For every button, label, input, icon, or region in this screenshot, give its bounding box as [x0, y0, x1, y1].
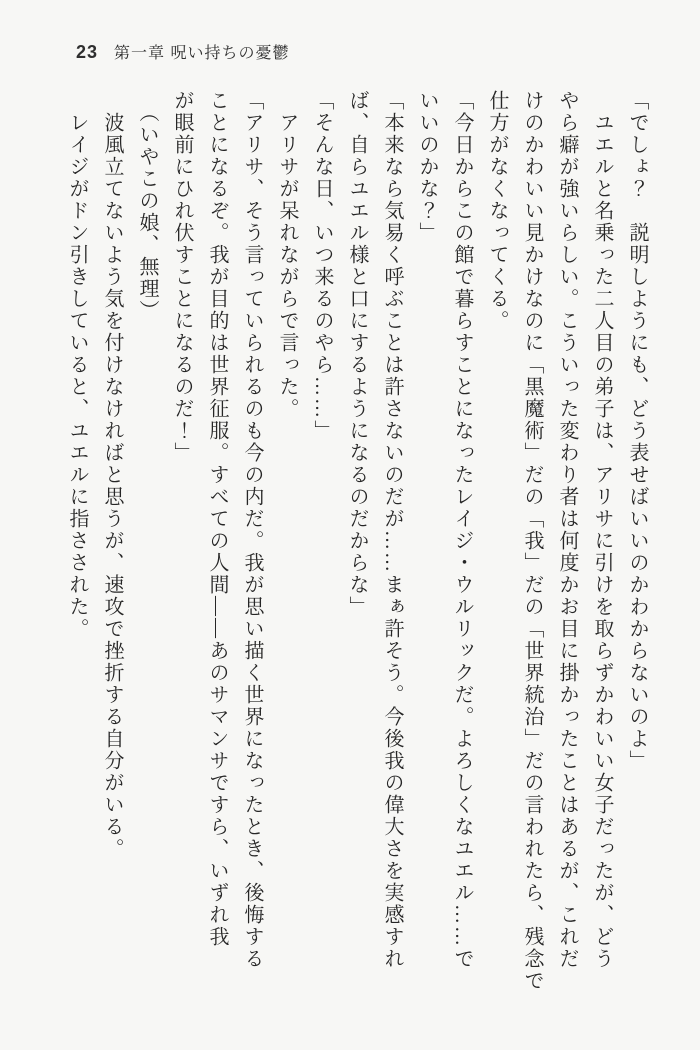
text-line: 仕方がなくなってくる。 [486, 90, 508, 332]
text-line: 「そんな日、いつ来るのやら……」 [311, 90, 333, 442]
text-line: 波風立てないよう気を付けなければと思うが、速攻で挫折する自分がいる。 [101, 90, 123, 860]
text-line: ば、自らユエル様と口にするようになるのだからな」 [346, 90, 368, 618]
text-line: （いやこの娘、無理） [136, 90, 158, 322]
text-line: 「でしょ？ 説明しようにも、どう表せばいいのかわからないのよ」 [626, 90, 648, 772]
text-line: 「今日からこの館で暮らすことになったレイジ・ウルリックだ。よろしくなユエル……で [451, 90, 473, 970]
page-header [76, 40, 289, 63]
text-line: アリサが呆れながらで言った。 [276, 90, 298, 420]
text-line: けのかわいい見かけなのに「黒魔術」だの「我」だの「世界統治」だの言われたら、残念で [521, 90, 543, 992]
text-line: 「アリサ、そう言っていられるのも今の内だ。我が思い描く世界になったとき、後悔する [241, 90, 263, 970]
text-line: が眼前にひれ伏すことになるのだ！」 [171, 90, 193, 464]
chapter-title: 第一章 呪い持ちの憂鬱 [114, 45, 290, 62]
text-line: 「本来なら気易く呼ぶことは許さないのだが……まぁ許そう。今後我の偉大さを実感すれ [381, 90, 403, 970]
page-number: 23 [76, 42, 99, 62]
text-line: ことになるぞ。我が目的は世界征服。すべての人間――あのサマンサですら、いずれ我 [206, 90, 228, 948]
text-line: いいのかな？」 [416, 90, 438, 244]
text-body [59, 90, 654, 1005]
text-line: やら癖が強いらしい。こういった変わり者は何度かお目に掛かったことはあるが、これだ [556, 90, 578, 970]
text-line: レイジがドン引きしていると、ユエルに指さされた。 [66, 90, 88, 640]
text-line: ユエルと名乗った二人目の弟子は、アリサに引けを取らずかわいい女子だったが、どう [591, 90, 613, 970]
